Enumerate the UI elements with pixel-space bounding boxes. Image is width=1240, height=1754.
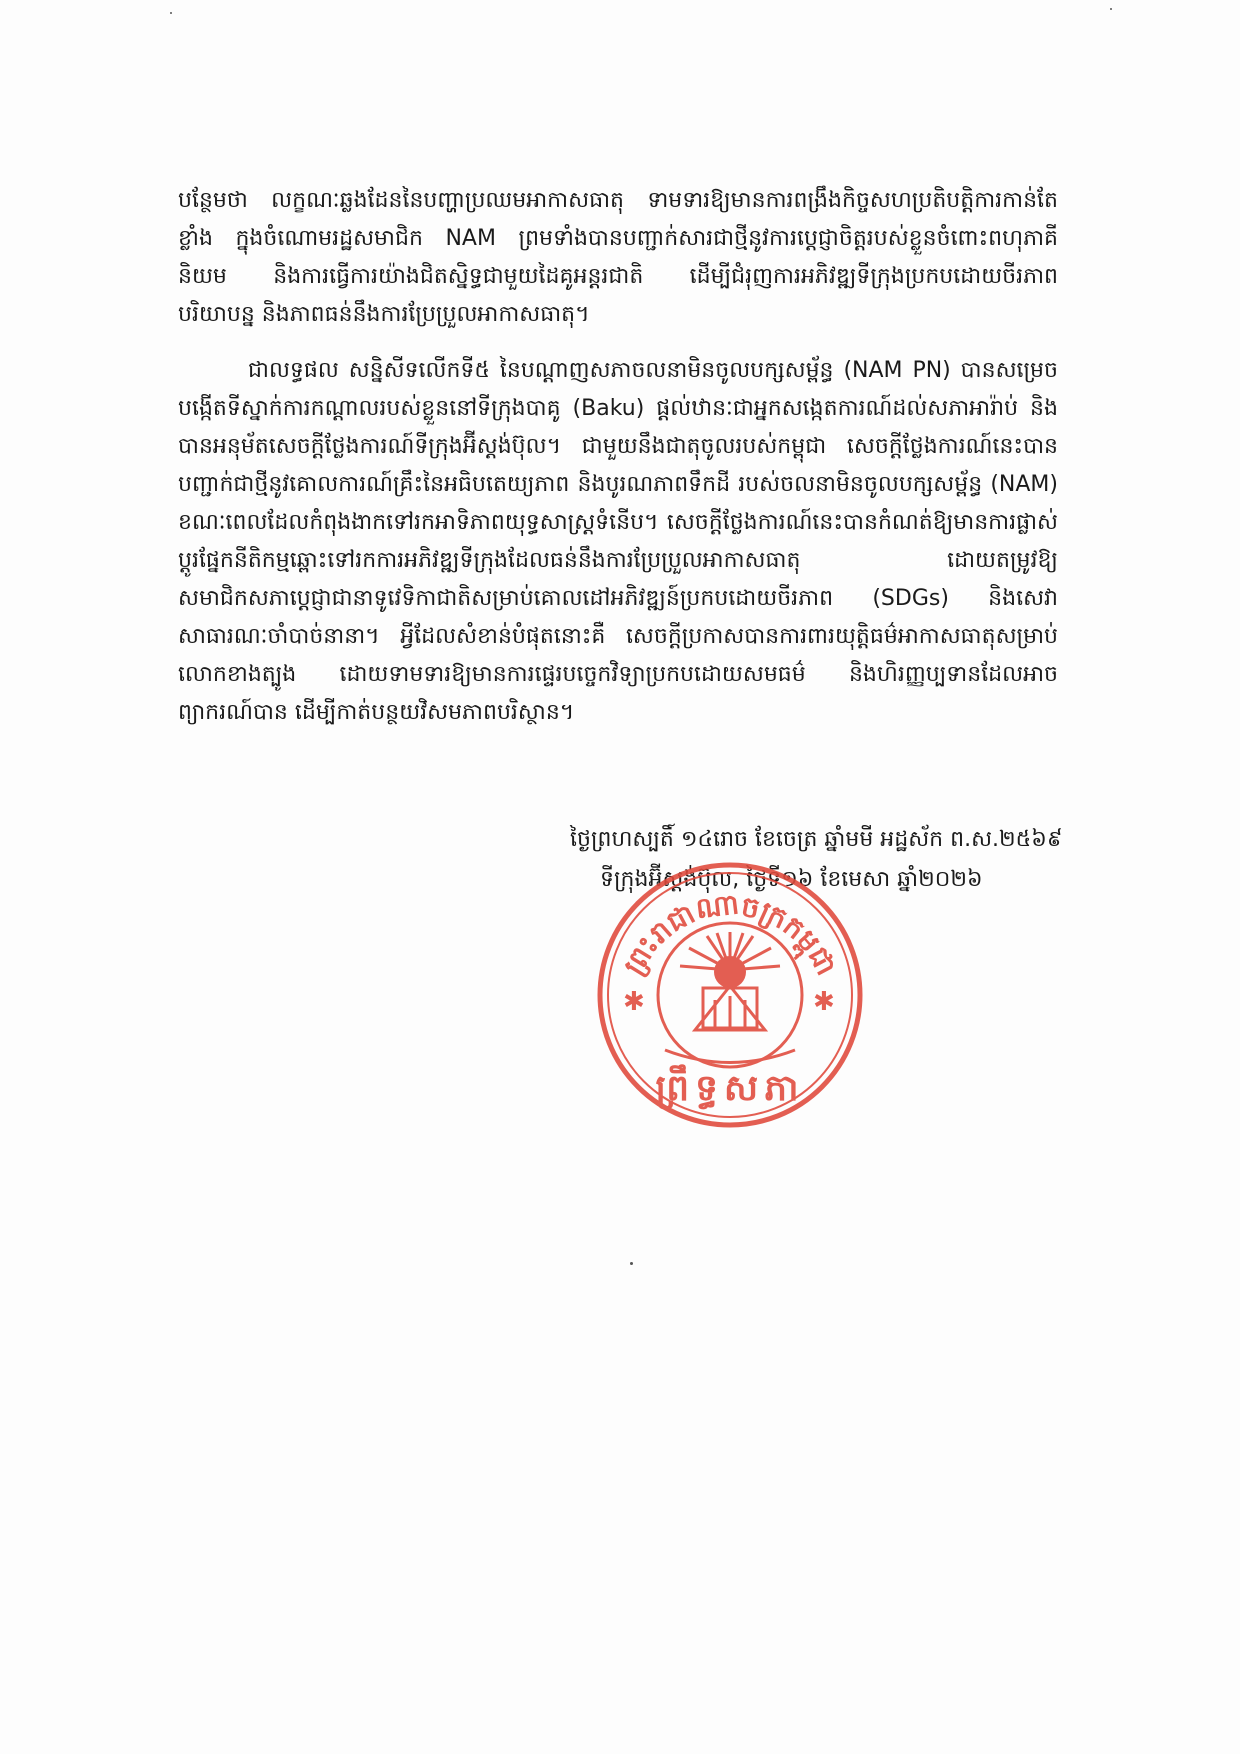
scan-speck [630,1262,633,1265]
official-seal [595,860,865,1130]
place-and-date: ទីក្រុងអ៊ីស្តង់ប៊ុល, ថ្ងៃទី១៦ ខែមេសា ឆ្នាំ២០២៦ [600,867,983,892]
seal-star-left: ✱ [623,987,645,1017]
lunar-date: ថ្ងៃព្រហស្បតិ៍ ១៤រោច ខែចេត្រ ឆ្នាំមមី អដ្ឋស័ក ព.ស.២៥៦៩ [570,827,1063,852]
sun-disc-icon [714,956,746,988]
seal-center-text: ព្រឹទ្ធសភា [655,1068,805,1109]
paragraph-2: ជាលទ្ធផល សន្និសីទលើកទី៥ នៃបណ្ដាញសភាចលនាមិនចូលបក្សសម្ព័ន្ធ (NAM PN) បានសម្រេចបង្កើតទីស្នាក់ការកណ្តាលរបស់ខ្លួននៅទីក្រុងបាគូ (Baku) ផ្ដល់ឋានៈជាអ្នកសង្កេតការណ៍ដល់សភាអារ៉ាប់ និងបានអនុម័តសេចក្តីថ្លែងការណ៍ទីក្រុងអ៊ីស្តង់ប៊ុល។ ជាមួយនឹងជាតុចូលរបស់កម្ពុជា សេចក្តីថ្លែងការណ៍នេះបានបញ្ជាក់ជាថ្មីនូវគោលការណ៍គ្រឹះនៃអធិបតេយ្យភាព និងបូរណភាពទឹកដី របស់ចលនាមិនចូលបក្សសម្ព័ន្ធ (NAM) ខណៈពេលដែលកំពុងងាកទៅរកអាទិភាពយុទ្ធសាស្ត្រទំនើប។ សេចក្តីថ្លែងការណ៍នេះបានកំណត់ឱ្យមានការផ្លាស់ប្ដូរផ្នែកនីតិកម្មឆ្ពោះទៅរកការអភិវឌ្ឍទីក្រុងដែលធន់នឹងការប្រែប្រួលអាកាសធាតុ ដោយតម្រូវឱ្យសមាជិកសភាប្ដេជ្ញាជានាទូវេទិកាជាតិសម្រាប់គោលដៅអភិវឌ្ឍន៍ប្រកបដោយចីរភាព (SDGs) និងសេវាសាធារណៈចាំបាច់នានា។ អ្វីដែលសំខាន់បំផុតនោះគឺ សេចក្តីប្រកាសបានការពារយុត្តិធម៌អាកាសធាតុសម្រាប់លោកខាងត្បូង ដោយទាមទារឱ្យមានការផ្ទេរបច្ចេកវិទ្យាប្រកបដោយសមធម៌ និងហិរញ្ញប្បទានដែលអាចព្យាករណ៍បាន ដើម្បីកាត់បន្ថយវិសមភាពបរិស្ថាន។ [178,358,1058,725]
paragraph-1: បន្ថែមថា លក្ខណៈឆ្លងដែននៃបញ្ហាប្រឈមអាកាសធាតុ ទាមទារឱ្យមានការពង្រឹងកិច្ចសហប្រតិបត្តិការកាន់តែខ្លាំង ក្នុងចំណោមរដ្ឋសមាជិក NAM ព្រមទាំងបានបញ្ជាក់សារជាថ្មីនូវការប្ដេជ្ញាចិត្តរបស់ខ្លួនចំពោះពហុភាគីនិយម និងការធ្វើការយ៉ាងជិតស្និទ្ធជាមួយដៃគូអន្តរជាតិ ដើម្បីជំរុញការអភិវឌ្ឍទីក្រុងប្រកបដោយចីរភាព បរិយាបន្ន និងភាពធន់នឹងការប្រែប្រួលអាកាសធាតុ។ [178,188,1058,327]
scan-speck [1110,8,1112,10]
seal-ring-text: ព្រះរាជាណាចក្រកម្ពុជា [616,887,844,981]
seal-star-right: ✱ [813,987,835,1017]
document-body [178,182,1058,750]
temple-emblem-icon [695,986,765,1030]
scan-speck [170,12,172,14]
